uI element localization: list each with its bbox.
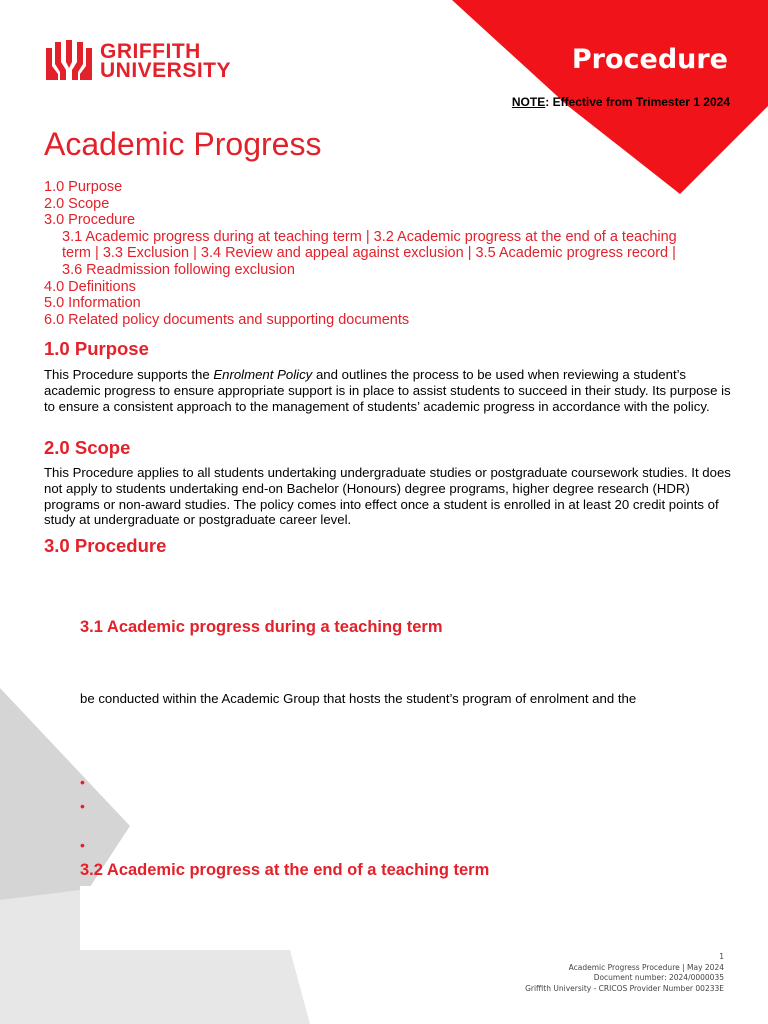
toc-link-related-documents[interactable]: 6.0 Related policy documents and supporting documents — [44, 311, 410, 328]
table-of-contents — [44, 179, 734, 328]
toc-link-procedure[interactable]: 3.0 Procedure — [44, 212, 136, 229]
procedure-fragment-text: be conducted within the Academic Group that hosts the student’s program of enrolment and the — [80, 691, 637, 706]
note-text: : Effective from Trimester 1 2024 — [545, 95, 730, 109]
purpose-heading: 1.0 Purpose — [44, 338, 149, 359]
toc-link-definitions[interactable]: 4.0 Definitions — [44, 278, 136, 295]
footer-doc-title: Academic Progress Procedure | May 2024 — [568, 962, 724, 972]
effective-note — [512, 95, 730, 109]
purpose-paragraph — [44, 367, 734, 414]
purpose-text-post: and outlines the process to be used when reviewing a student’s academic progress to ensure appropriate support is in place to assist students to succeed in their study. Its purpose is to ensure a consistent approach to the management of students’ academic progress in accordance with the policy. — [44, 367, 731, 414]
purpose-text-pre: This Procedure supports the — [44, 367, 214, 382]
page-footer — [525, 952, 724, 994]
bullet-1: • — [80, 774, 85, 790]
section-3-1-heading: 3.1 Academic progress during a teaching term — [80, 618, 443, 636]
griffith-logo — [44, 40, 231, 82]
scope-heading: 2.0 Scope — [44, 437, 131, 458]
scope-paragraph: This Procedure applies to all students undertaking undergraduate studies or postgraduate coursework studies. It does not apply to students undertaking end-on Bachelor (Honours) degree programs, higher degree research (HDR) programs or non-award studies. The policy comes into effect once a student is enrolled in at least 20 credit points of study at undergraduate or postgraduate career level. — [44, 465, 731, 528]
document-type-label: Procedure — [571, 44, 728, 75]
bullet-3: • — [80, 837, 85, 853]
page-number: 1 — [719, 952, 724, 961]
toc-link-information[interactable]: 5.0 Information — [44, 295, 141, 312]
toc-link-purpose[interactable]: 1.0 Purpose — [44, 179, 123, 195]
note-label: NOTE — [511, 95, 546, 109]
bullet-2: • — [80, 798, 85, 814]
toc-sub-links-line2[interactable]: term | 3.3 Exclusion | 3.4 Review and appeal against exclusion | 3.5 Academic progress record | — [62, 245, 676, 262]
page-title: Academic Progress — [44, 126, 322, 162]
section-3-2-heading: 3.2 Academic progress at the end of a teaching term — [80, 861, 490, 879]
procedure-heading: 3.0 Procedure — [44, 535, 167, 556]
enrolment-policy-ref: Enrolment Policy — [213, 367, 313, 382]
toc-sub-links-line3[interactable]: 3.6 Readmission following exclusion — [62, 261, 295, 278]
logo-mark-icon — [44, 40, 94, 82]
blank-area — [80, 886, 324, 950]
logo-line2: UNIVERSITY — [100, 59, 232, 82]
toc-link-scope[interactable]: 2.0 Scope — [44, 195, 110, 212]
toc-sub-links-line1[interactable]: 3.1 Academic progress during at teaching term | 3.2 Academic progress at the end of a teaching — [62, 228, 677, 245]
footer-doc-number: Document number: 2024/0000035 — [593, 973, 724, 982]
logo-line1: GRIFFITH — [100, 40, 201, 63]
footer-cricos: Griffith University - CRICOS Provider Number 00233E — [525, 983, 724, 993]
